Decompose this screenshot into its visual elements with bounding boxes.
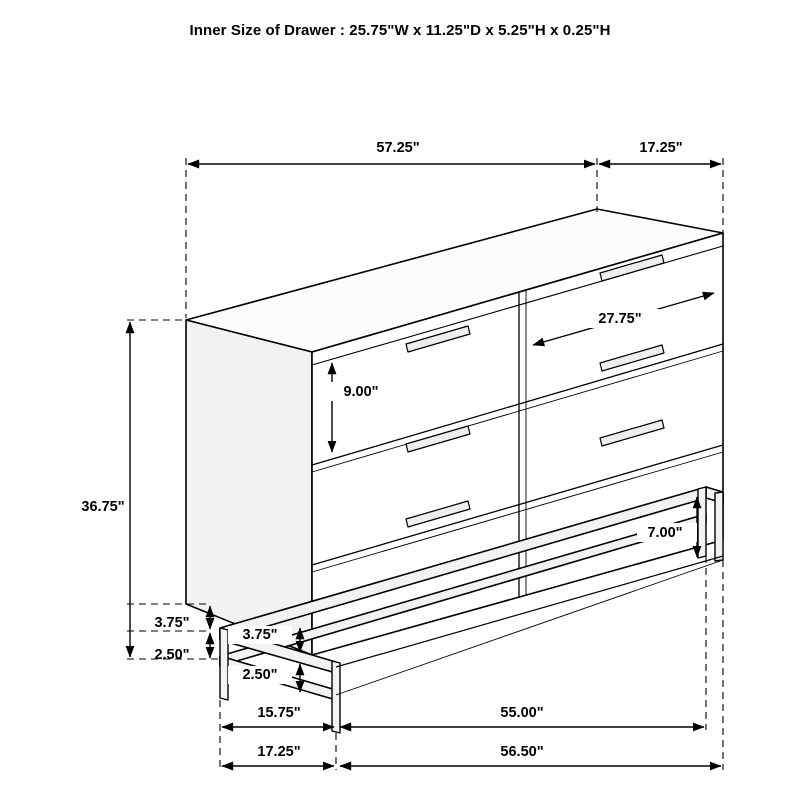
label-drawer-width: 27.75" — [598, 311, 642, 327]
base-leg-front-left — [220, 628, 228, 700]
label-top-depth: 17.25" — [639, 140, 683, 156]
label-rail-upper-inner: 3.75" — [242, 627, 278, 643]
dresser-left-side-panel — [186, 320, 312, 655]
label-bottom-left: 17.25" — [257, 744, 301, 760]
label-rail-lower-inner: 2.50" — [242, 667, 278, 683]
label-rail-upper-left: 3.75" — [154, 615, 190, 631]
label-base-front-right: 55.00" — [500, 705, 544, 721]
label-rail-lower-left: 2.50" — [154, 647, 190, 663]
base-leg-front-right — [698, 487, 706, 558]
label-bottom-right: 56.50" — [500, 744, 544, 760]
page-title: Inner Size of Drawer : 25.75"W x 11.25"D x 5.25"H x 0.25"H — [189, 22, 611, 39]
label-top-width: 57.25" — [376, 140, 420, 156]
dresser-illustration — [186, 209, 723, 733]
label-leg-height: 7.00" — [647, 525, 683, 541]
label-total-height: 36.75" — [81, 499, 125, 515]
label-base-front-left: 15.75" — [257, 705, 301, 721]
base-leg-back-right — [715, 492, 723, 561]
base-leg-mid-left — [332, 661, 340, 733]
label-drawer-height: 9.00" — [343, 384, 379, 400]
